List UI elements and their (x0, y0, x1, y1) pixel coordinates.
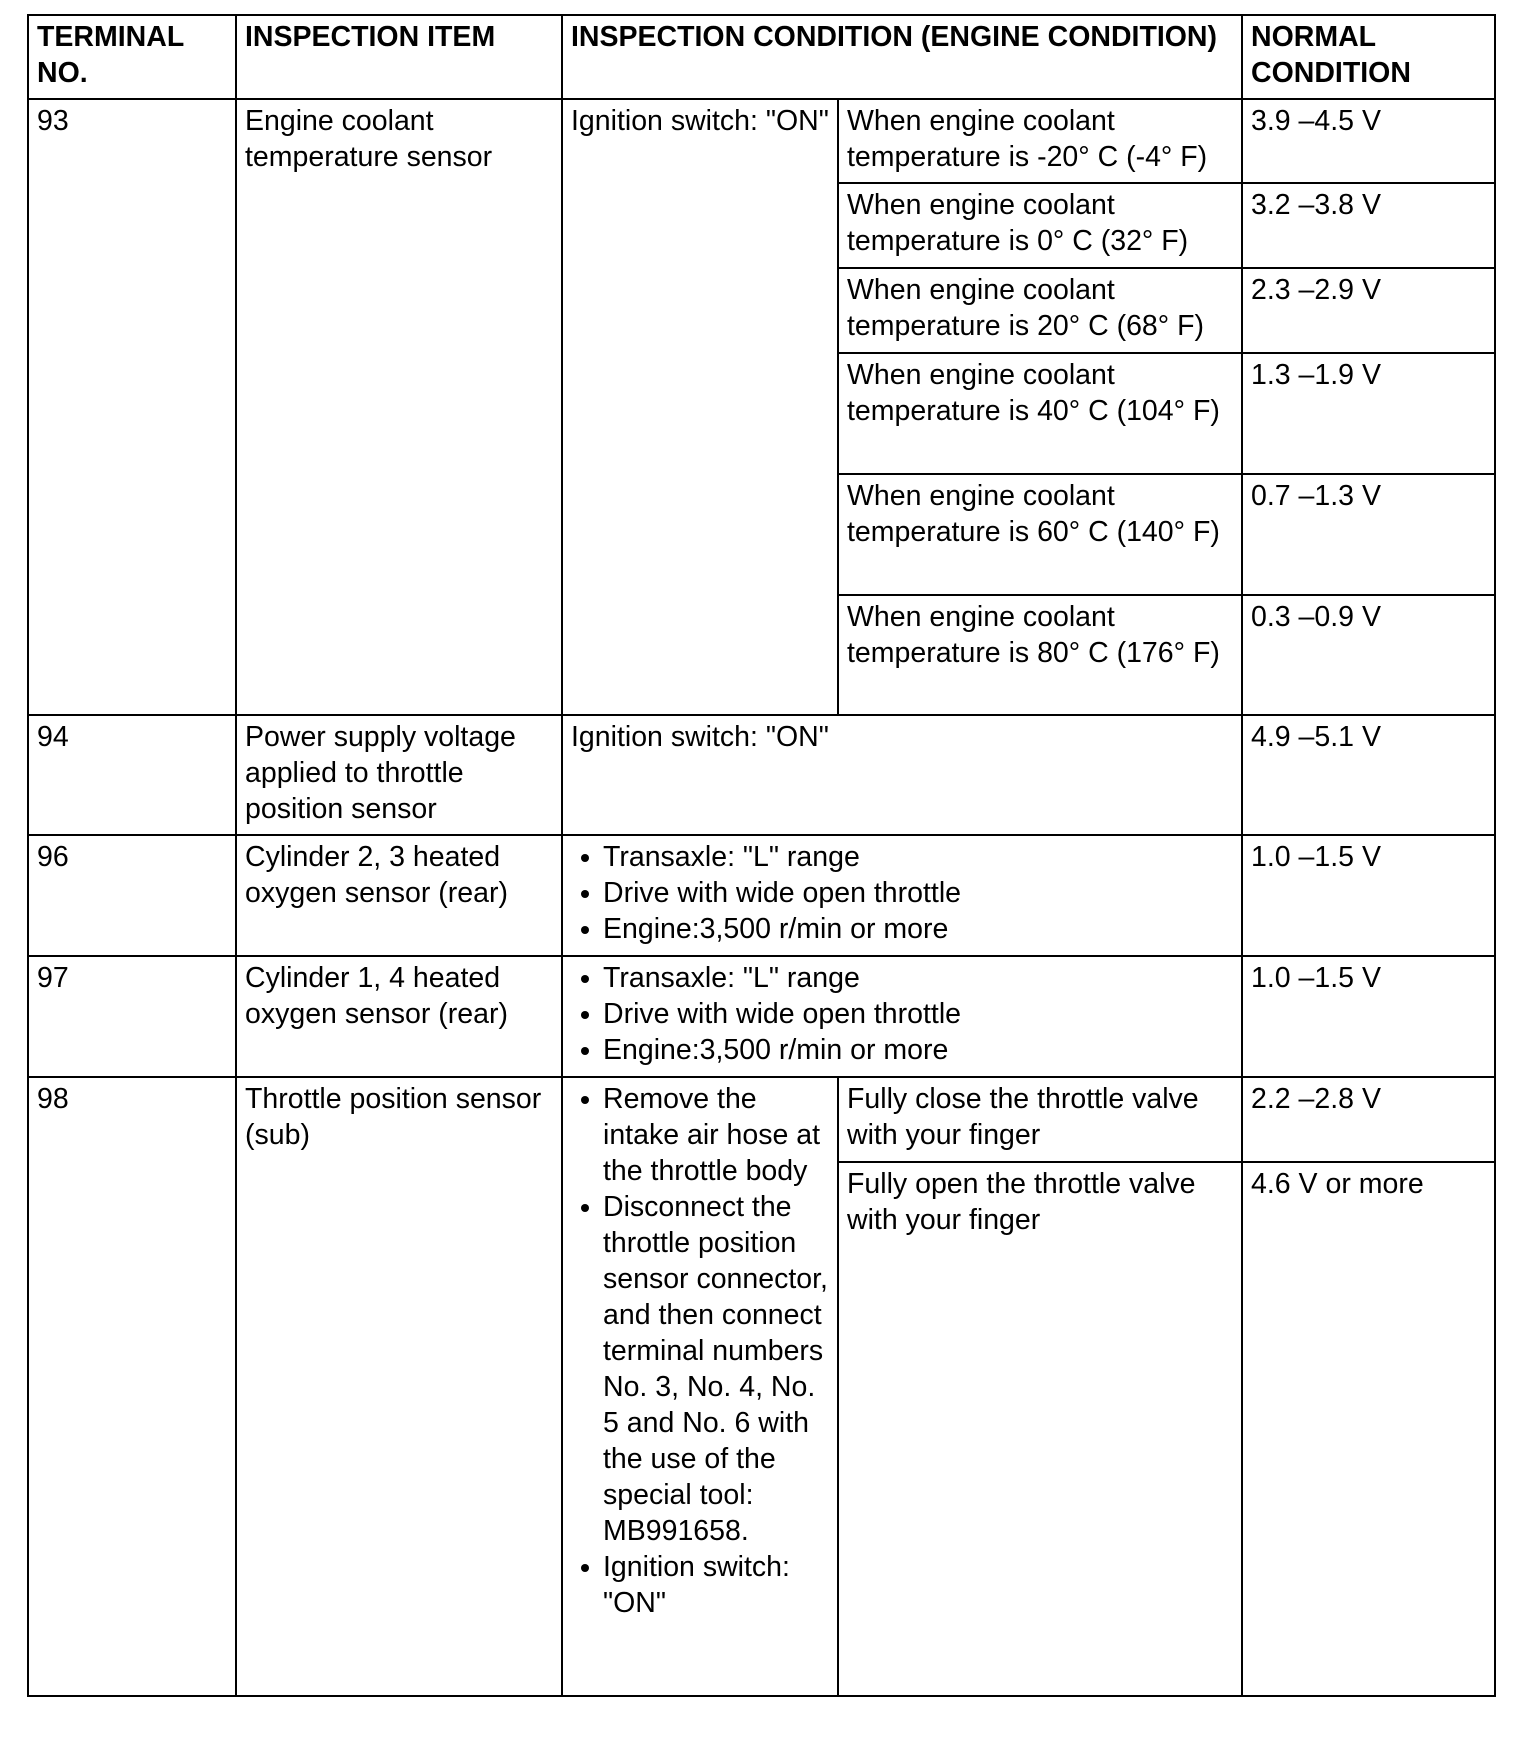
inspection-table (27, 14, 1496, 1697)
table-row (28, 835, 1495, 956)
list-item: Ignition switch: "ON" (571, 1549, 829, 1621)
inspection-item-cell: Engine coolant temperature sensor (236, 99, 562, 715)
list-item: Engine:3,500 r/min or more (571, 1032, 1233, 1068)
sub-condition-cell: Fully open the throttle valve with your finger (838, 1162, 1242, 1696)
sub-condition-cell: When engine coolant temperature is 80° C (176° F) (838, 595, 1242, 715)
inspection-item-cell: Cylinder 1, 4 heated oxygen sensor (rear) (236, 956, 562, 1077)
sub-condition-cell: When engine coolant temperature is 0° C (32° F) (838, 183, 1242, 268)
inspection-condition-cell: Ignition switch: "ON" (562, 715, 1242, 835)
list-item: Disconnect the throttle position sensor connector, and then connect terminal numbers No. 3, No. 4, No. 5 and No. 6 with the use of the special tool: MB991658. (571, 1189, 829, 1549)
normal-condition-cell: 4.9 –5.1 V (1242, 715, 1495, 835)
header-inspection-condition: INSPECTION CONDITION (ENGINE CONDITION) (562, 15, 1242, 99)
list-item: Engine:3,500 r/min or more (571, 911, 1233, 947)
inspection-condition-cell (562, 1077, 838, 1696)
condition-list (571, 1081, 829, 1621)
normal-condition-cell: 3.2 –3.8 V (1242, 183, 1495, 268)
table-row (28, 1077, 1495, 1162)
terminal-cell: 98 (28, 1077, 236, 1696)
sub-condition-cell: Fully close the throttle valve with your finger (838, 1077, 1242, 1162)
inspection-item-cell: Throttle position sensor (sub) (236, 1077, 562, 1696)
inspection-condition-cell (562, 956, 1242, 1077)
list-item: Remove the intake air hose at the throttle body (571, 1081, 829, 1189)
normal-condition-cell: 3.9 –4.5 V (1242, 99, 1495, 183)
normal-condition-cell: 1.0 –1.5 V (1242, 956, 1495, 1077)
header-row (28, 15, 1495, 99)
condition-list (571, 839, 1233, 947)
sub-condition-cell: When engine coolant temperature is 40° C (104° F) (838, 353, 1242, 474)
sub-condition-cell: When engine coolant temperature is 60° C (140° F) (838, 474, 1242, 595)
terminal-cell: 94 (28, 715, 236, 835)
normal-condition-cell: 4.6 V or more (1242, 1162, 1495, 1696)
normal-condition-cell: 1.0 –1.5 V (1242, 835, 1495, 956)
normal-condition-cell: 2.2 –2.8 V (1242, 1077, 1495, 1162)
table-row (28, 956, 1495, 1077)
inspection-condition-cell (562, 835, 1242, 956)
inspection-item-cell: Cylinder 2, 3 heated oxygen sensor (rear) (236, 835, 562, 956)
normal-condition-cell: 0.3 –0.9 V (1242, 595, 1495, 715)
terminal-cell: 96 (28, 835, 236, 956)
header-inspection-item: INSPECTION ITEM (236, 15, 562, 99)
inspection-item-cell: Power supply voltage applied to throttle position sensor (236, 715, 562, 835)
table-row (28, 99, 1495, 183)
normal-condition-cell: 2.3 –2.9 V (1242, 268, 1495, 353)
sub-condition-cell: When engine coolant temperature is -20° C (-4° F) (838, 99, 1242, 183)
list-item: Drive with wide open throttle (571, 996, 1233, 1032)
terminal-cell: 97 (28, 956, 236, 1077)
list-item: Transaxle: "L" range (571, 960, 1233, 996)
terminal-cell: 93 (28, 99, 236, 715)
list-item: Drive with wide open throttle (571, 875, 1233, 911)
list-item: Transaxle: "L" range (571, 839, 1233, 875)
normal-condition-cell: 1.3 –1.9 V (1242, 353, 1495, 474)
normal-condition-cell: 0.7 –1.3 V (1242, 474, 1495, 595)
condition-list (571, 960, 1233, 1068)
inspection-condition-cell: Ignition switch: "ON" (562, 99, 838, 715)
table-row (28, 715, 1495, 835)
header-normal-condition: NORMAL CONDITION (1242, 15, 1495, 99)
header-terminal-no: TERMINAL NO. (28, 15, 236, 99)
sub-condition-cell: When engine coolant temperature is 20° C (68° F) (838, 268, 1242, 353)
